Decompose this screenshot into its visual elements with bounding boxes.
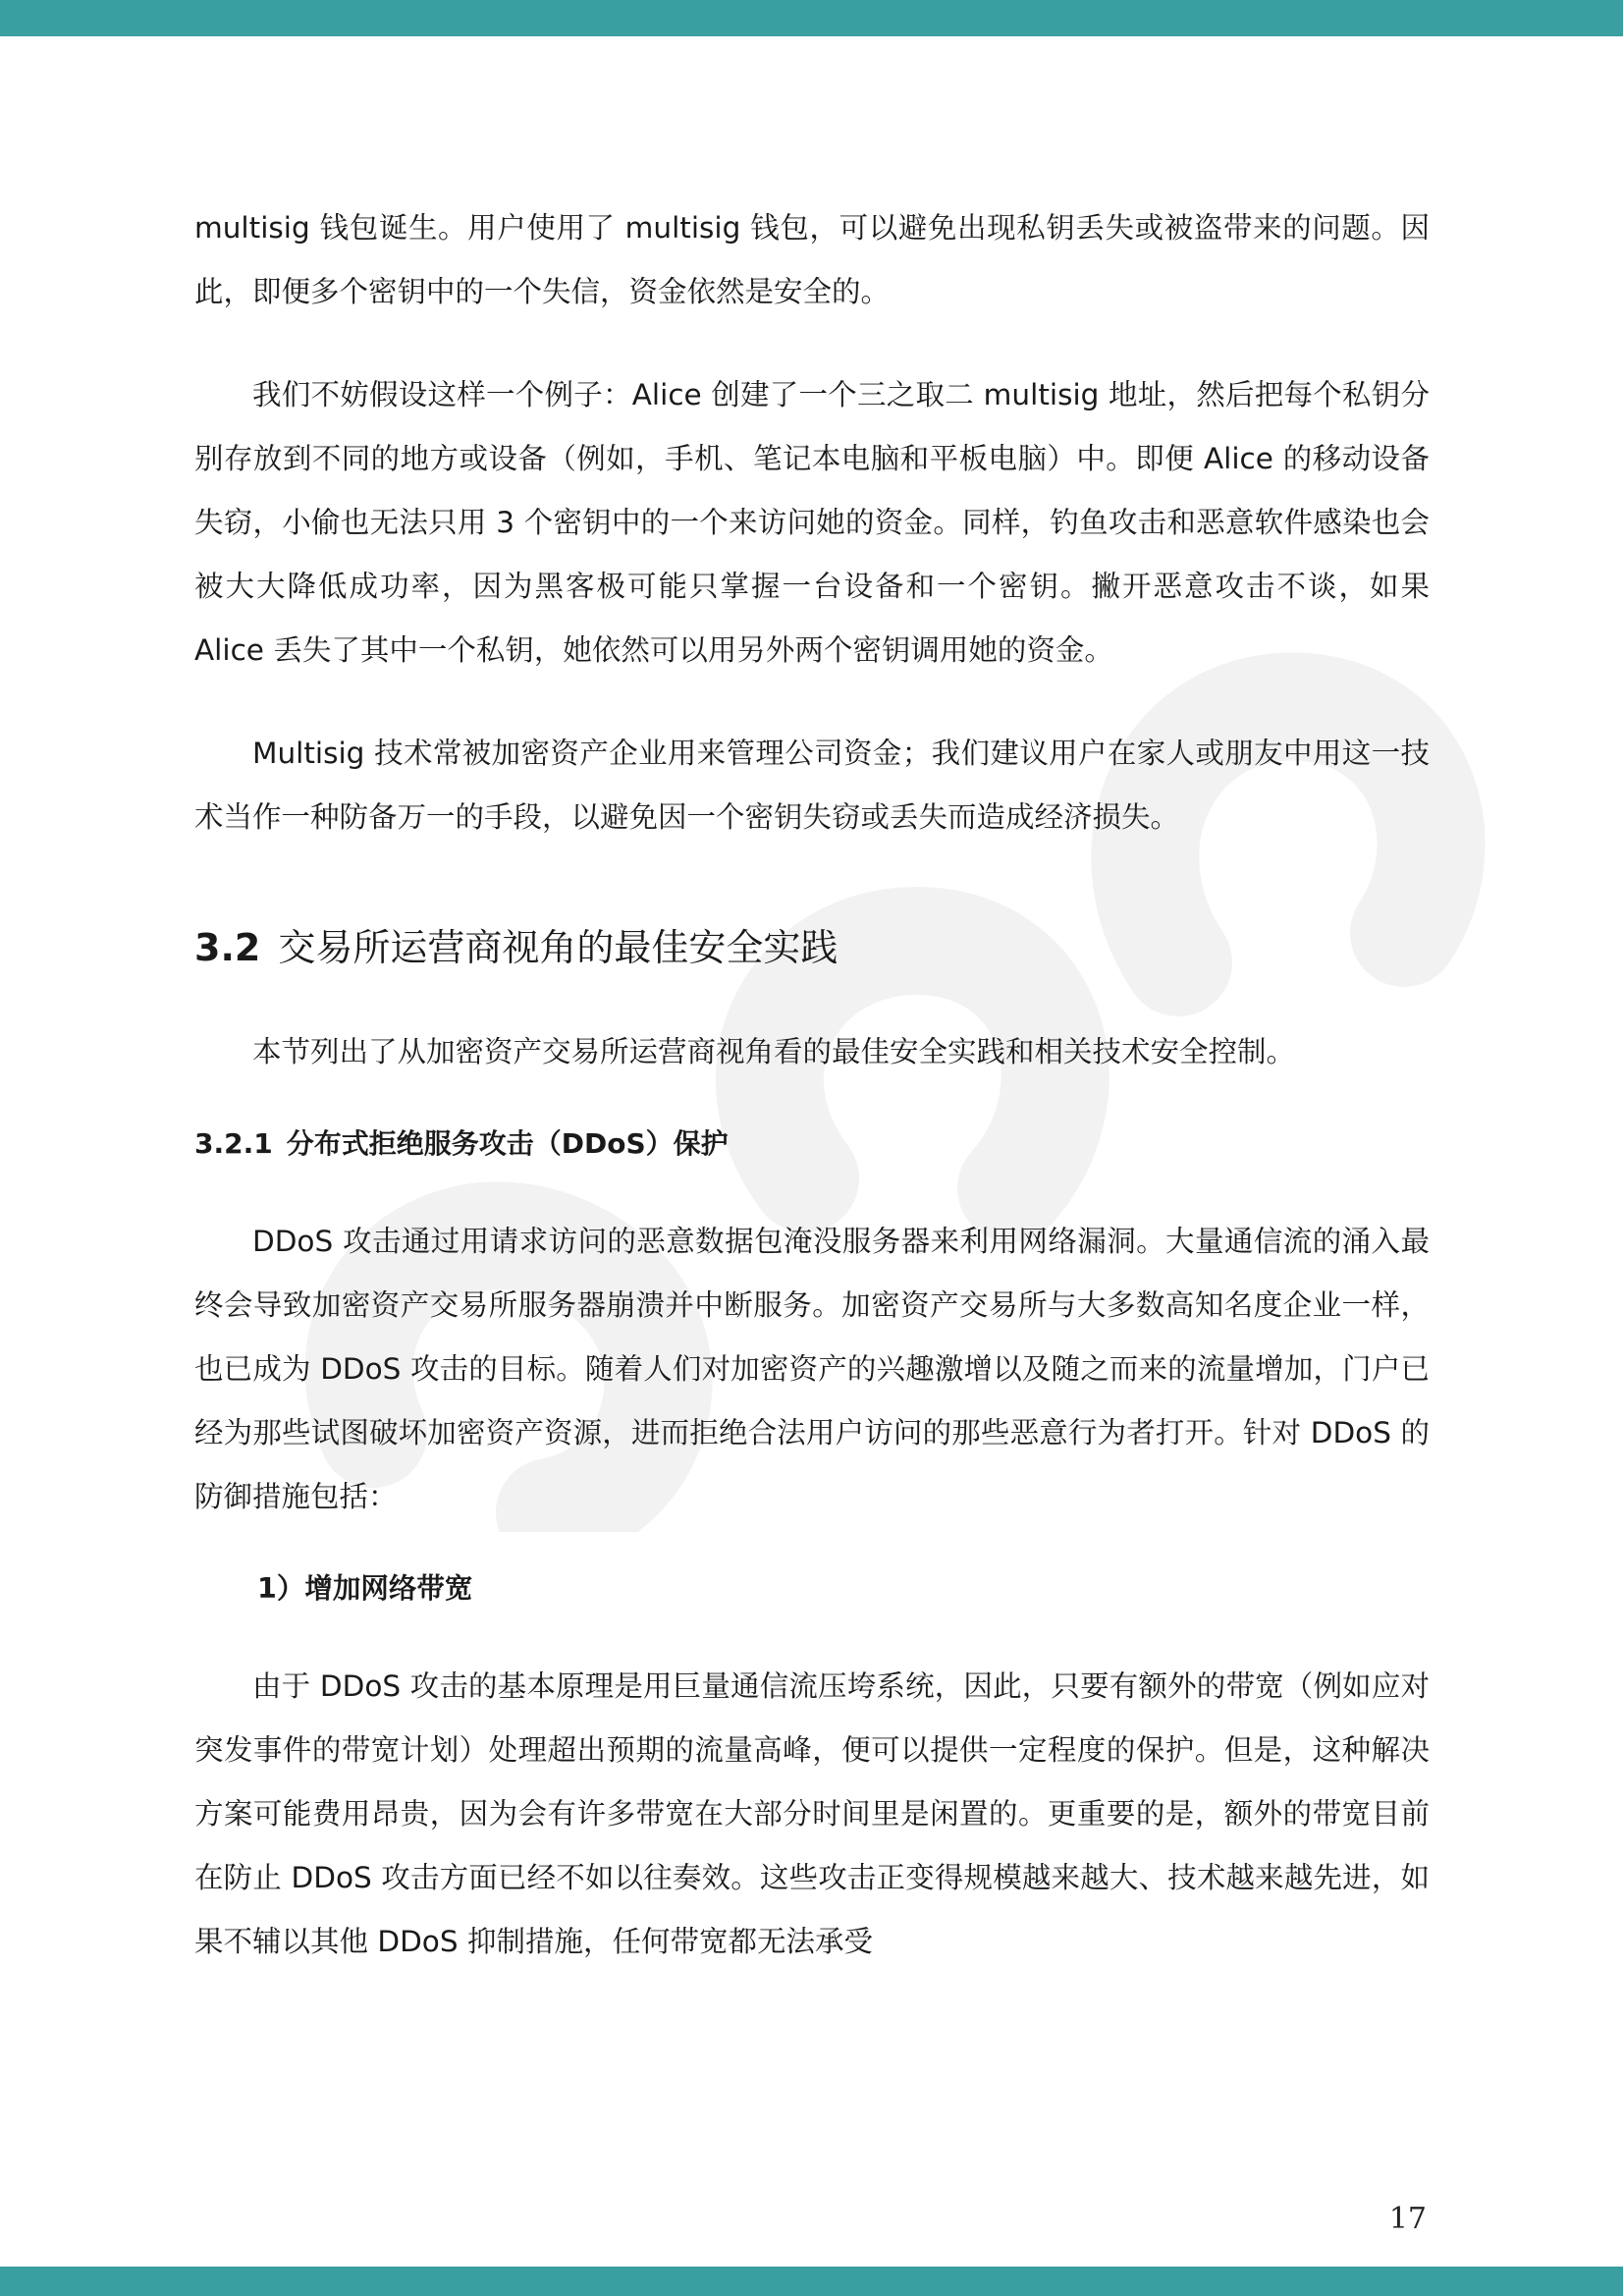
bottom-accent-bar — [0, 2267, 1623, 2296]
section-heading — [194, 922, 1430, 973]
paragraph-bandwidth: 由于 DDoS 攻击的基本原理是用巨量通信流压垮系统，因此，只要有额外的带宽（例如应对突发事件的带宽计划）处理超出预期的流量高峰，便可以提供一定程度的保护。但是，这种解决方案可能费用昂贵，因为会有许多带宽在大部分时间里是闲置的。更重要的是，额外的带宽目前在防止 DDoS 攻击方面已经不如以往奏效。这些攻击正变得规模越来越大、技术越来越先进，如果不辅以其他 DDoS 抑制措施，任何带宽都无法承受 — [194, 1669, 1430, 1958]
subsection-number: 3.2.1 — [194, 1127, 273, 1160]
subsection-title: 分布式拒绝服务攻击（DDoS）保护 — [286, 1127, 729, 1160]
paragraph-alice-example: 我们不妨假设这样一个例子：Alice 创建了一个三之取二 multisig 地址，然后把每个私钥分别存放到不同的地方或设备（例如，手机、笔记本电脑和平板电脑）中。即便 Alice 的移动设备失窃，小偷也无法只用 3 个密钥中的一个来访问她的资金。同样，钓鱼攻击和恶意软件感染也会被大大降低成功率，因为黑客极可能只掌握一台设备和一个密钥。撇开恶意攻击不谈，如果 Alice 丢失了其中一个私钥，她依然可以用另外两个密钥调用她的资金。 — [194, 378, 1430, 667]
section-title: 交易所运营商视角的最佳安全实践 — [278, 926, 839, 969]
list-item-heading: 1）增加网络带宽 — [257, 1572, 473, 1605]
subsection-heading — [194, 1120, 1430, 1169]
top-accent-bar — [0, 0, 1623, 36]
paragraph-ddos-description: DDoS 攻击通过用请求访问的恶意数据包淹没服务器来利用网络漏洞。大量通信流的涌入最终会导致加密资产交易所服务器崩溃并中断服务。加密资产交易所与大多数高知名度企业一样，也已成为 DDoS 攻击的目标。随着人们对加密资产的兴趣激增以及随之而来的流量增加，门户已经为那些试图破坏加密资产资源，进而拒绝合法用户访问的那些恶意行为者打开。针对 DDoS 的防御措施包括： — [194, 1225, 1430, 1513]
section-number: 3.2 — [194, 926, 261, 969]
page-number: 17 — [1388, 2202, 1427, 2236]
paragraph-section-intro: 本节列出了从加密资产交易所运营商视角看的最佳安全实践和相关技术安全控制。 — [252, 1035, 1296, 1068]
page-body — [194, 196, 1430, 1974]
paragraph-multisig-intro: multisig 钱包诞生。用户使用了 multisig 钱包，可以避免出现私钥丢失或被盗带来的问题。因此，即便多个密钥中的一个失信，资金依然是安全的。 — [194, 211, 1430, 308]
paragraph-multisig-usage: Multisig 技术常被加密资产企业用来管理公司资金；我们建议用户在家人或朋友中用这一技术当作一种防备万一的手段，以避免因一个密钥失窃或丢失而造成经济损失。 — [194, 737, 1430, 834]
